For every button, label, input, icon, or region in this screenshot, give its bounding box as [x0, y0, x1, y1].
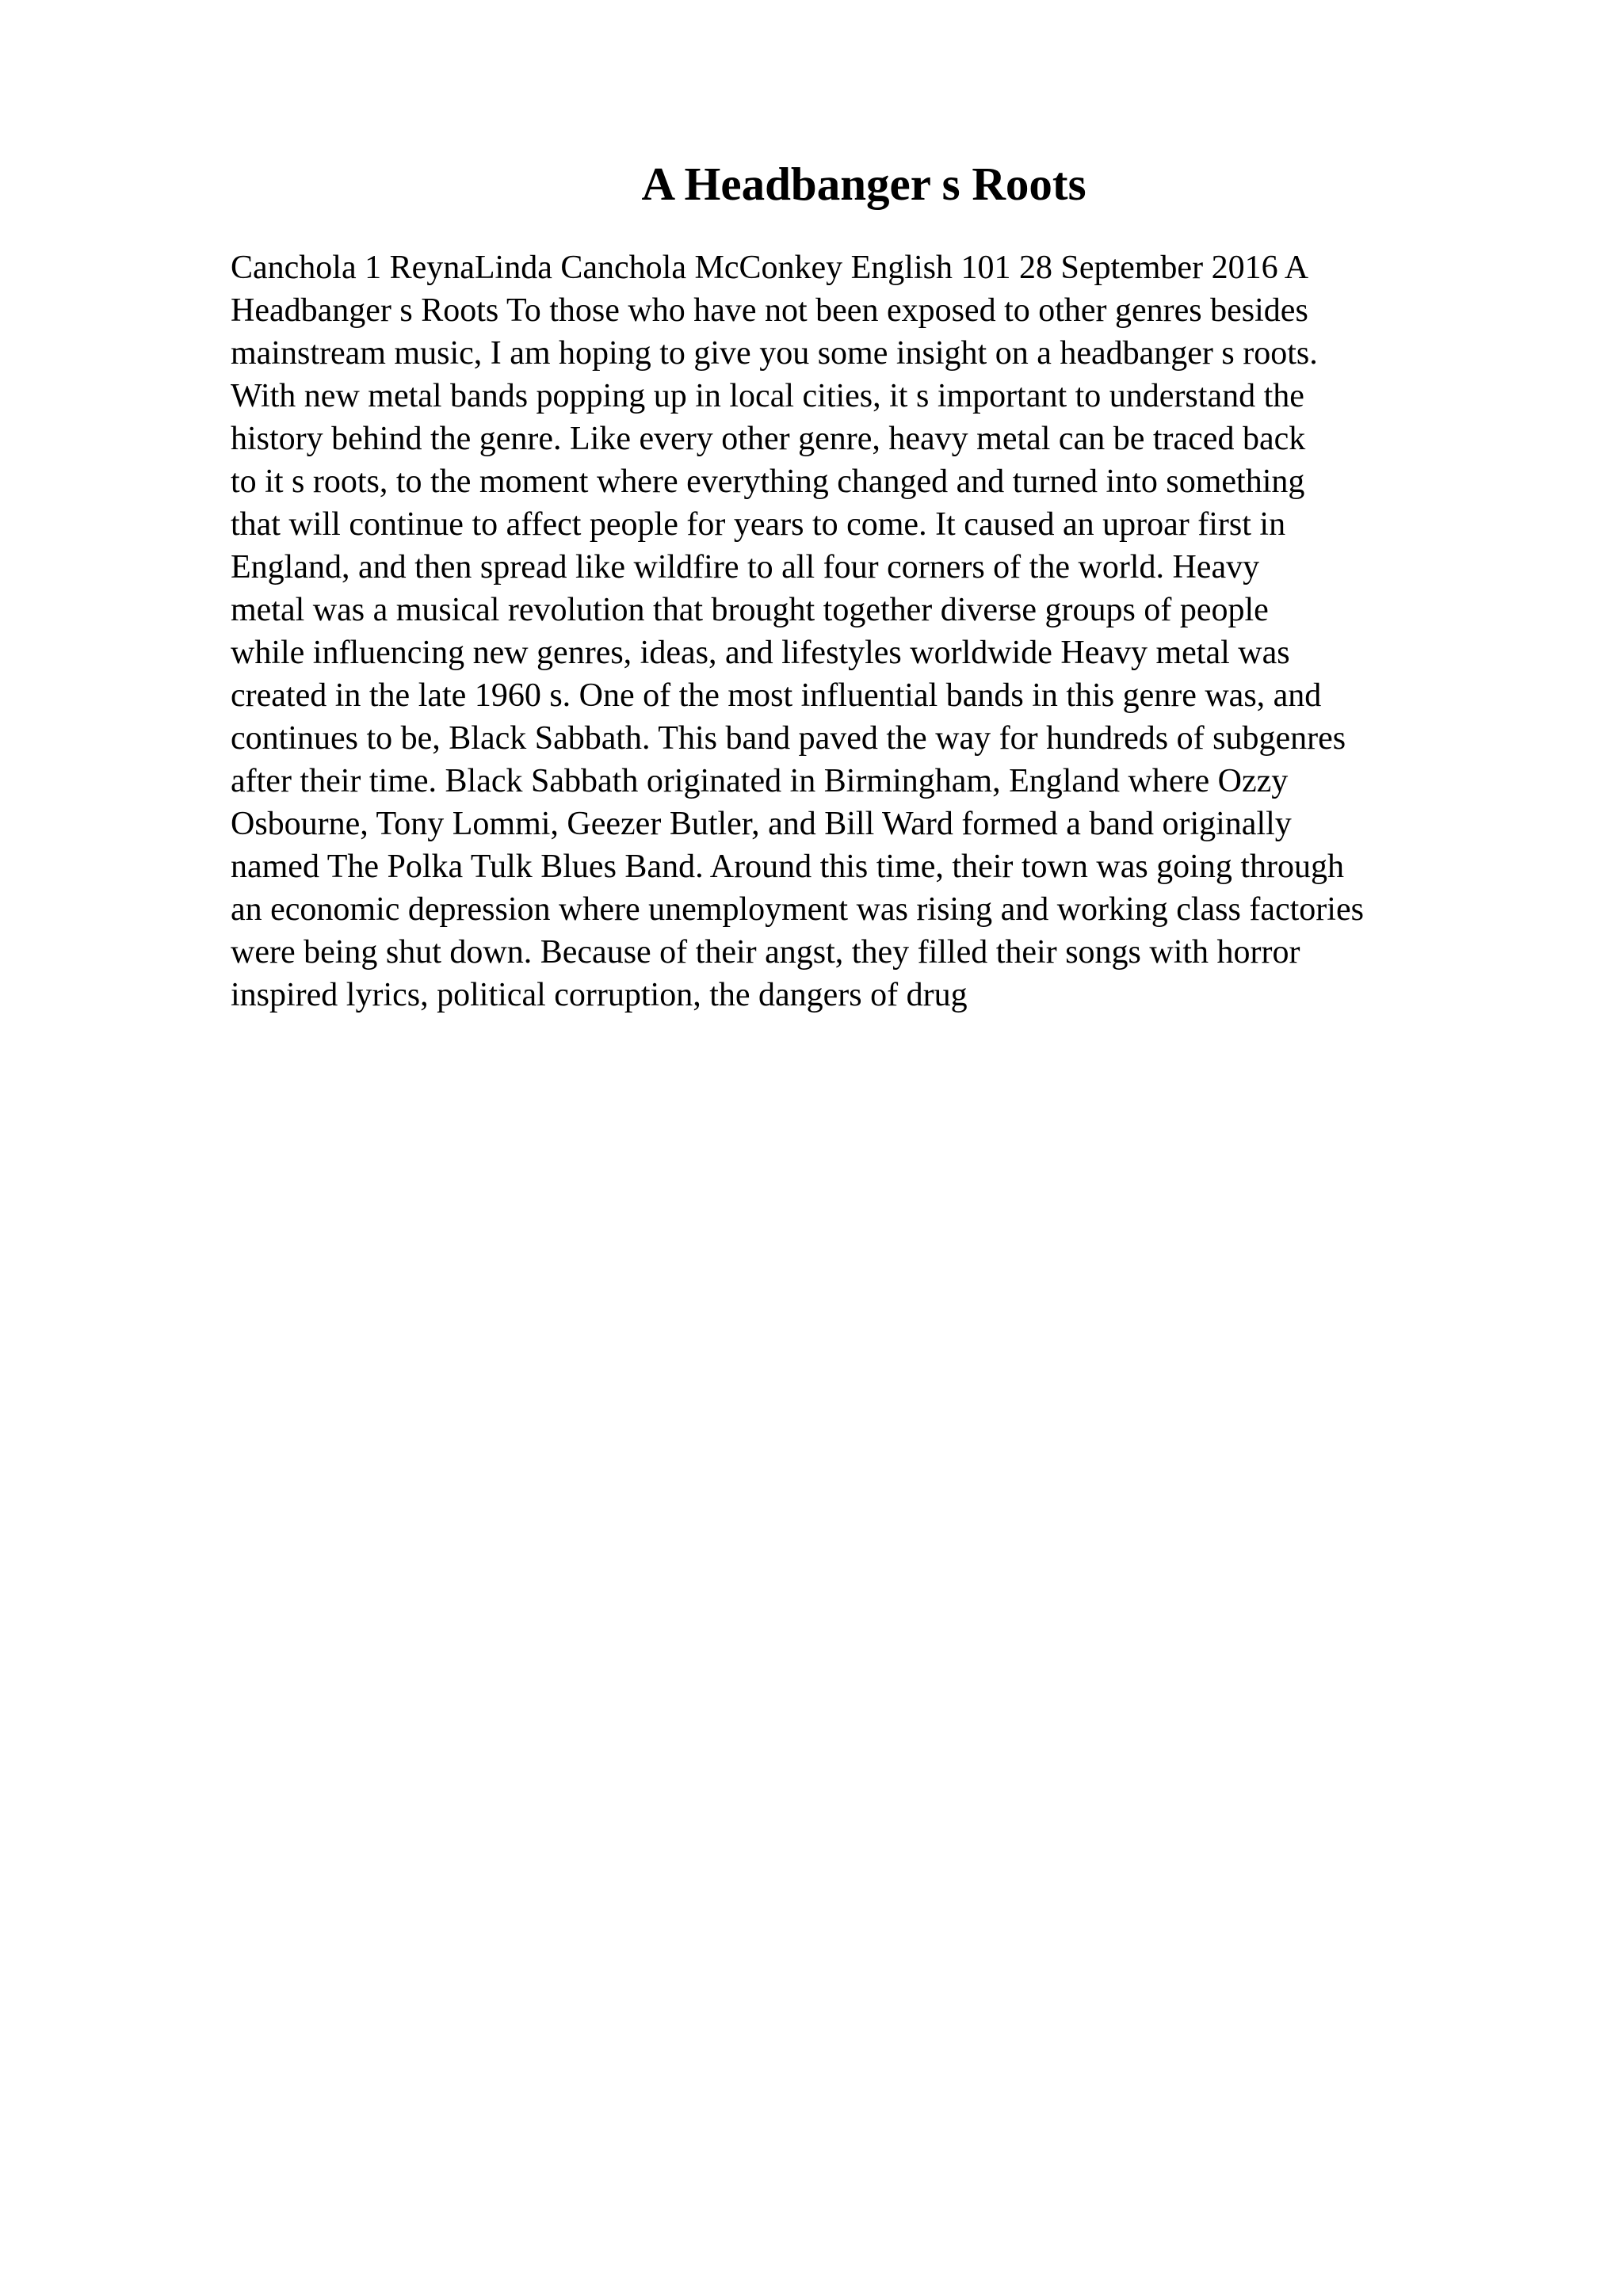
body-line: Canchola 1 ReynaLinda Canchola McConkey English 101 28 September 2016 A	[231, 250, 1309, 286]
body-line: that will continue to affect people for years to come. It caused an uproar first in	[231, 506, 1286, 543]
body-line: Osbourne, Tony Lommi, Geezer Butler, and Bill Ward formed a band originally	[231, 806, 1292, 842]
body-line: inspired lyrics, political corruption, the dangers of drug	[231, 977, 968, 1013]
document-body	[231, 246, 1514, 1016]
body-line: metal was a musical revolution that brought together diverse groups of people	[231, 592, 1269, 628]
body-line: England, and then spread like wildfire to all four corners of the world. Heavy	[231, 549, 1260, 585]
body-line: after their time. Black Sabbath originated in Birmingham, England where Ozzy	[231, 763, 1289, 799]
body-line: were being shut down. Because of their angst, they filled their songs with horror	[231, 934, 1300, 971]
body-line: With new metal bands popping up in local cities, it s important to understand the	[231, 378, 1304, 414]
body-line: mainstream music, I am hoping to give you some insight on a headbanger s roots.	[231, 335, 1318, 372]
body-line: Headbanger s Roots To those who have not been exposed to other genres besides	[231, 292, 1308, 329]
body-line: history behind the genre. Like every other genre, heavy metal can be traced back	[231, 421, 1306, 457]
body-line: while influencing new genres, ideas, and lifestyles worldwide Heavy metal was	[231, 635, 1290, 671]
document-title: A Headbanger s Roots	[641, 158, 1086, 210]
body-line: named The Polka Tulk Blues Band. Around this time, their town was going through	[231, 849, 1345, 885]
body-line: created in the late 1960 s. One of the most influential bands in this genre was, and	[231, 677, 1322, 714]
body-line: continues to be, Black Sabbath. This band paved the way for hundreds of subgenres	[231, 720, 1346, 757]
body-line: to it s roots, to the moment where everything changed and turned into something	[231, 463, 1305, 500]
body-line: an economic depression where unemployment was rising and working class factories	[231, 891, 1364, 928]
